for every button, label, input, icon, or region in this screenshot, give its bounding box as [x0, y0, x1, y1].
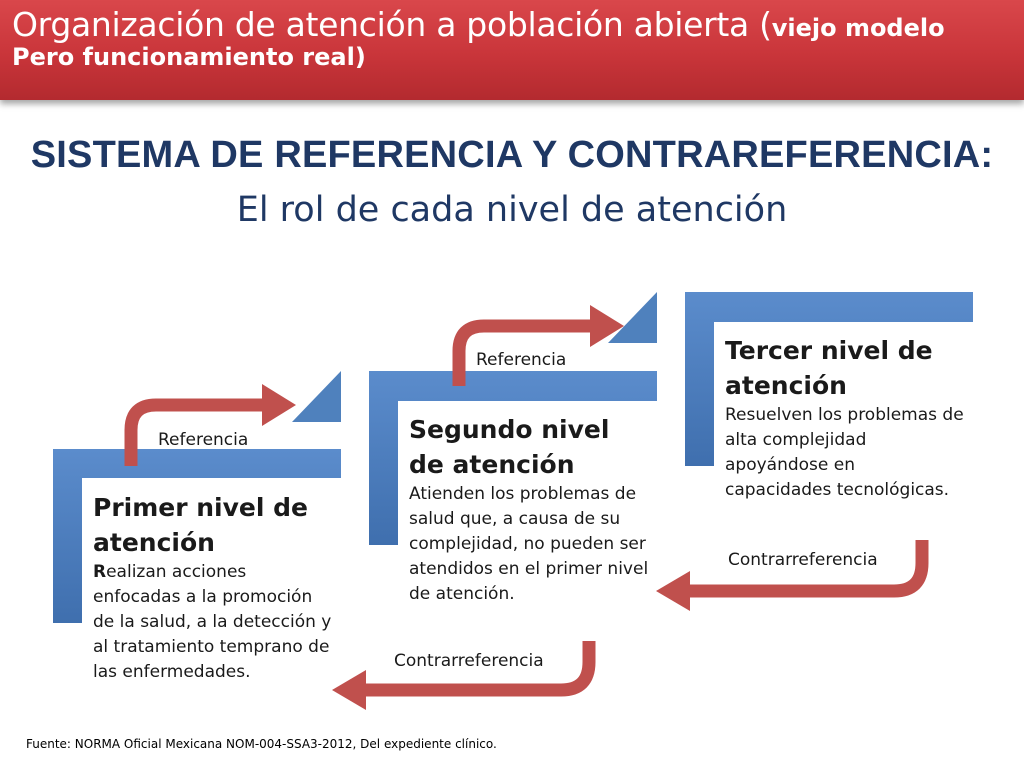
level-2-description: Atienden los problemas de salud que, a causa de su complejidad, no pueden ser atendidos en el primer nivel de atención.	[409, 484, 649, 604]
level-1-corner-triangle	[292, 371, 341, 422]
slide-title-main: Organización de atención a población abierta (	[12, 5, 772, 44]
level-1-description-text: ealizan acciones enfocadas a la promoción de la salud, a la detección y al tratamiento temprano de las enfermedades.	[93, 562, 332, 682]
level-2-corner-triangle	[608, 292, 657, 343]
contrarreferencia-label-1: Contrarreferencia	[728, 550, 878, 570]
level-1-description-initial: R	[93, 562, 107, 582]
slide-title-bold: viejo modelo	[771, 14, 945, 42]
contrarreferencia-label-2: Contrarreferencia	[394, 651, 544, 671]
level-1-title: Primer nivel de atención	[93, 493, 309, 557]
referencia-label-1: Referencia	[158, 430, 249, 450]
level-3-title: Tercer nivel de atención	[725, 336, 933, 400]
level-3-description: Resuelven los problemas de alta complejidad apoyándose en capacidades tecnológicas.	[725, 405, 964, 500]
level-3-box	[725, 333, 965, 503]
section-heading: SISTEMA DE REFERENCIA Y CONTRAREFERENCIA:	[30, 134, 994, 176]
level-1-box	[93, 490, 338, 685]
slide-title-line2: Pero funcionamiento real)	[12, 43, 366, 71]
source-citation: Fuente: NORMA Oficial Mexicana NOM-004-SSA3-2012, Del expediente clínico.	[26, 737, 497, 751]
referencia-label-2: Referencia	[476, 350, 567, 370]
level-2-box	[409, 412, 649, 607]
level-1-description	[93, 560, 338, 685]
section-subheading: El rol de cada nivel de atención	[236, 190, 788, 230]
level-2-title: Segundo nivel de atención	[409, 415, 610, 479]
